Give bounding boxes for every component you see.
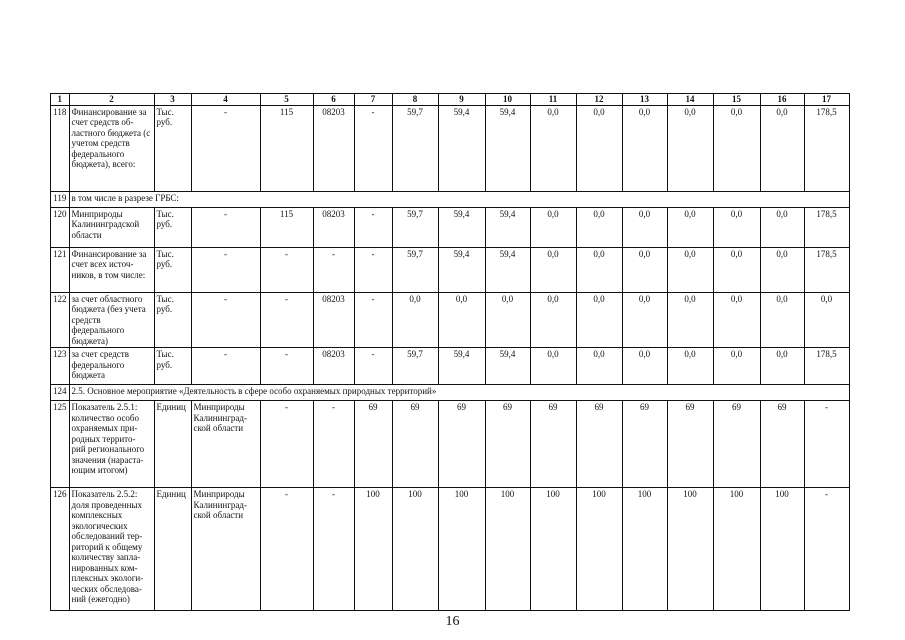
page-number: 16 <box>445 614 460 629</box>
column-header: 8 <box>392 94 438 106</box>
value-cell: 100 <box>485 488 530 611</box>
value-cell: 178,5 <box>804 207 849 247</box>
value-cell: - <box>354 348 392 385</box>
column-header: 1 <box>51 94 70 106</box>
value-cell: 0,0 <box>760 348 804 385</box>
row-number: 124 <box>51 385 70 401</box>
value-cell: 59,4 <box>485 105 530 191</box>
agency-cell: Минприроды Калининград- ской области <box>191 488 260 611</box>
column-header: 6 <box>313 94 354 106</box>
row-number: 118 <box>51 105 70 191</box>
value-cell: - <box>260 247 313 292</box>
value-cell: 100 <box>760 488 804 611</box>
value-cell: 178,5 <box>804 247 849 292</box>
agency-cell: - <box>191 207 260 247</box>
value-cell: 0,0 <box>667 348 713 385</box>
value-cell: 100 <box>713 488 760 611</box>
value-cell: - <box>804 488 849 611</box>
value-cell: 100 <box>576 488 622 611</box>
column-header: 10 <box>485 94 530 106</box>
value-cell: - <box>260 401 313 488</box>
value-cell: - <box>260 348 313 385</box>
row-number: 119 <box>51 191 70 207</box>
value-cell: 69 <box>354 401 392 488</box>
unit-cell: Единиц <box>154 488 191 611</box>
column-header: 5 <box>260 94 313 106</box>
agency-cell: - <box>191 348 260 385</box>
value-cell: 178,5 <box>804 105 849 191</box>
table-row <box>51 105 850 191</box>
value-cell: 0,0 <box>530 348 576 385</box>
value-cell: 59,4 <box>438 348 485 385</box>
value-cell: 0,0 <box>622 207 667 247</box>
value-cell: 100 <box>622 488 667 611</box>
value-cell: 59,7 <box>392 247 438 292</box>
value-cell: 69 <box>576 401 622 488</box>
value-cell: 59,4 <box>438 247 485 292</box>
value-cell: 0,0 <box>622 105 667 191</box>
value-cell: 0,0 <box>713 348 760 385</box>
value-cell: 100 <box>438 488 485 611</box>
value-cell: 0,0 <box>667 207 713 247</box>
value-cell: - <box>260 292 313 348</box>
section-heading: в том числе в разрезе ГРБС: <box>69 191 849 207</box>
column-header: 14 <box>667 94 713 106</box>
table-row <box>51 385 850 401</box>
column-header: 15 <box>713 94 760 106</box>
column-header: 12 <box>576 94 622 106</box>
column-header: 16 <box>760 94 804 106</box>
row-number: 122 <box>51 292 70 348</box>
row-label: Финансирование за счет средств об- ластного бюджета (с учетом средств федерального бюджета), всего: <box>69 105 154 191</box>
agency-cell: - <box>191 247 260 292</box>
column-header: 4 <box>191 94 260 106</box>
table-row <box>51 348 850 385</box>
value-cell: 59,4 <box>438 207 485 247</box>
value-cell: 100 <box>530 488 576 611</box>
row-number: 120 <box>51 207 70 247</box>
value-cell: - <box>354 247 392 292</box>
row-label: Показатель 2.5.1: количество особо охраняемых при- родных террито- рий регионального значения (нараста- ющим итогом) <box>69 401 154 488</box>
value-cell: 59,4 <box>485 207 530 247</box>
value-cell: 0,0 <box>530 207 576 247</box>
value-cell: 08203 <box>313 207 354 247</box>
column-header: 3 <box>154 94 191 106</box>
value-cell: 08203 <box>313 292 354 348</box>
value-cell: - <box>804 401 849 488</box>
unit-cell: Тыс. руб. <box>154 348 191 385</box>
row-number: 121 <box>51 247 70 292</box>
value-cell: 08203 <box>313 105 354 191</box>
unit-cell: Тыс. руб. <box>154 207 191 247</box>
column-header: 9 <box>438 94 485 106</box>
value-cell: - <box>313 247 354 292</box>
value-cell: 69 <box>485 401 530 488</box>
value-cell: 0,0 <box>576 292 622 348</box>
column-header: 17 <box>804 94 849 106</box>
value-cell: 178,5 <box>804 348 849 385</box>
table-row <box>51 191 850 207</box>
unit-cell: Тыс. руб. <box>154 292 191 348</box>
header-row <box>51 94 850 106</box>
value-cell: 59,7 <box>392 348 438 385</box>
value-cell: 59,7 <box>392 105 438 191</box>
value-cell: - <box>354 292 392 348</box>
value-cell: 0,0 <box>530 105 576 191</box>
row-number: 125 <box>51 401 70 488</box>
table-row <box>51 247 850 292</box>
value-cell: 0,0 <box>622 247 667 292</box>
value-cell: 0,0 <box>667 105 713 191</box>
table-row <box>51 292 850 348</box>
value-cell: - <box>313 401 354 488</box>
value-cell: 59,4 <box>438 105 485 191</box>
data-table <box>50 93 850 611</box>
value-cell: 0,0 <box>760 292 804 348</box>
value-cell: 69 <box>392 401 438 488</box>
value-cell: 69 <box>713 401 760 488</box>
table-row <box>51 401 850 488</box>
value-cell: - <box>313 488 354 611</box>
value-cell: 100 <box>354 488 392 611</box>
value-cell: 69 <box>438 401 485 488</box>
agency-cell: - <box>191 292 260 348</box>
agency-cell: Минприроды Калининград- ской области <box>191 401 260 488</box>
unit-cell: Тыс. руб. <box>154 247 191 292</box>
value-cell: 0,0 <box>622 348 667 385</box>
value-cell: 0,0 <box>667 247 713 292</box>
value-cell: 69 <box>622 401 667 488</box>
value-cell: 0,0 <box>485 292 530 348</box>
value-cell: 59,4 <box>485 348 530 385</box>
value-cell: 0,0 <box>576 247 622 292</box>
value-cell: 0,0 <box>576 207 622 247</box>
value-cell: 59,4 <box>485 247 530 292</box>
value-cell: 0,0 <box>667 292 713 348</box>
row-label: Минприроды Калининградской области <box>69 207 154 247</box>
unit-cell: Единиц <box>154 401 191 488</box>
value-cell: 0,0 <box>760 207 804 247</box>
value-cell: 100 <box>392 488 438 611</box>
value-cell: 0,0 <box>713 292 760 348</box>
value-cell: 0,0 <box>760 247 804 292</box>
value-cell: 0,0 <box>713 207 760 247</box>
value-cell: 0,0 <box>530 292 576 348</box>
value-cell: 115 <box>260 105 313 191</box>
value-cell: 0,0 <box>760 105 804 191</box>
table-row <box>51 207 850 247</box>
column-header: 2 <box>69 94 154 106</box>
value-cell: 0,0 <box>392 292 438 348</box>
value-cell: 0,0 <box>622 292 667 348</box>
table-row <box>51 488 850 611</box>
value-cell: 0,0 <box>438 292 485 348</box>
agency-cell: - <box>191 105 260 191</box>
row-number: 123 <box>51 348 70 385</box>
row-label: Показатель 2.5.2: доля проведенных комплексных экологических обследований тер- риторий к общему количеству запла- нированных ком- плексных экологи- ческих обследова- ний (ежегодно) <box>69 488 154 611</box>
value-cell: 69 <box>530 401 576 488</box>
column-header: 11 <box>530 94 576 106</box>
column-header: 13 <box>622 94 667 106</box>
value-cell: 100 <box>667 488 713 611</box>
value-cell: 0,0 <box>576 105 622 191</box>
value-cell: - <box>354 105 392 191</box>
value-cell: 0,0 <box>713 247 760 292</box>
value-cell: - <box>260 488 313 611</box>
row-number: 126 <box>51 488 70 611</box>
value-cell: 115 <box>260 207 313 247</box>
value-cell: 69 <box>760 401 804 488</box>
row-label: Финансирование за счет всех источ- ников, в том числе: <box>69 247 154 292</box>
row-label: за счет средств федерального бюджета <box>69 348 154 385</box>
value-cell: 59,7 <box>392 207 438 247</box>
value-cell: 69 <box>667 401 713 488</box>
row-label: за счет областного бюджета (без учета средств федерального бюджета) <box>69 292 154 348</box>
value-cell: 0,0 <box>804 292 849 348</box>
value-cell: 08203 <box>313 348 354 385</box>
value-cell: 0,0 <box>576 348 622 385</box>
value-cell: 0,0 <box>713 105 760 191</box>
value-cell: - <box>354 207 392 247</box>
unit-cell: Тыс. руб. <box>154 105 191 191</box>
value-cell: 0,0 <box>530 247 576 292</box>
column-header: 7 <box>354 94 392 106</box>
section-heading: 2.5. Основное мероприятие «Деятельность в сфере особо охраняемых природных территорий» <box>69 385 849 401</box>
